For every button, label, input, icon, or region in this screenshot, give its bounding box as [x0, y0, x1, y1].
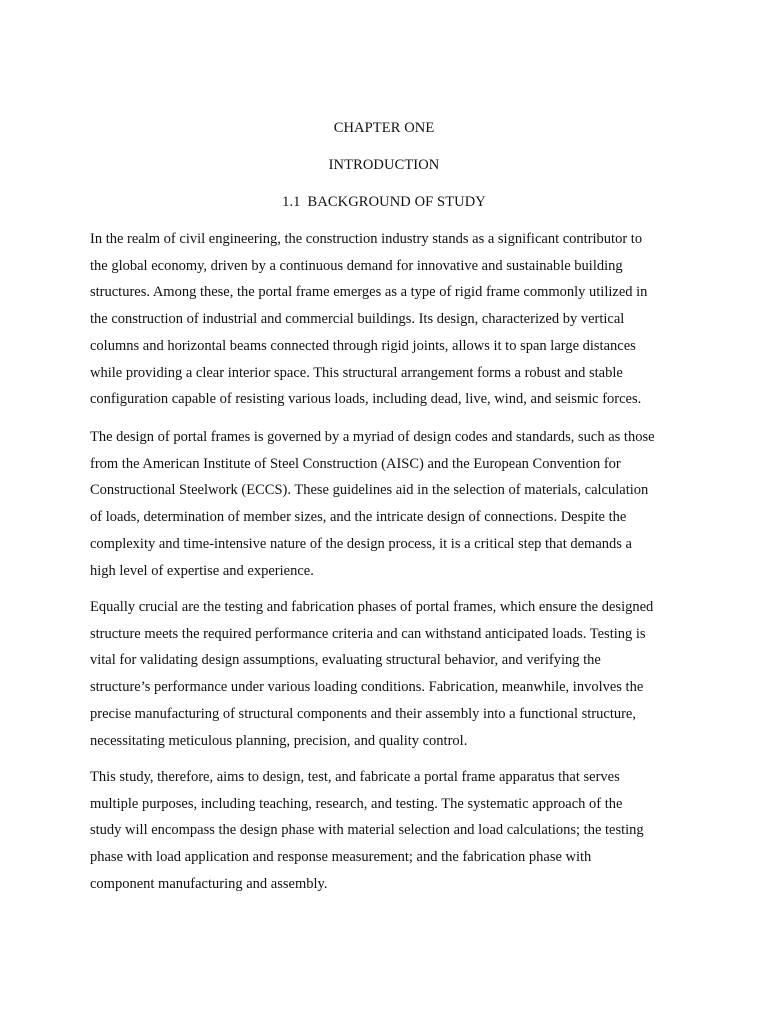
- paragraph-line: high level of expertise and experience.: [90, 562, 314, 579]
- paragraph-line: precise manufacturing of structural components and their assembly into a functional structure,: [90, 705, 636, 722]
- paragraph-4: [90, 764, 690, 898]
- paragraph-line: Equally crucial are the testing and fabrication phases of portal frames, which ensure the designed: [90, 599, 654, 615]
- paragraph-line: In the realm of civil engineering, the construction industry stands as a significant contributor to: [90, 231, 643, 247]
- paragraph-line: The design of portal frames is governed by a myriad of design codes and standards, such as those: [90, 429, 655, 445]
- paragraph-line: component manufacturing and assembly.: [90, 875, 328, 892]
- paragraph-1: [90, 226, 690, 413]
- paragraph-line: phase with load application and response measurement; and the fabrication phase with: [90, 849, 592, 866]
- paragraph-line: necessitating meticulous planning, precision, and quality control.: [90, 732, 468, 749]
- section-heading: [0, 193, 768, 211]
- paragraph-line: structure meets the required performance criteria and can withstand anticipated loads. Testing is: [90, 625, 646, 642]
- section-title: BACKGROUND OF STUDY: [307, 194, 486, 210]
- paragraph-line: from the American Institute of Steel Construction (AISC) and the European Convention for: [90, 455, 621, 472]
- paragraph-line: columns and horizontal beams connected through rigid joints, allows it to span large distances: [90, 337, 636, 354]
- paragraph-line: complexity and time-intensive nature of the design process, it is a critical step that demands a: [90, 535, 632, 552]
- paragraph-2: [90, 424, 690, 584]
- paragraph-line: structure’s performance under various loading conditions. Fabrication, meanwhile, involves the: [90, 679, 644, 696]
- paragraph-line: of loads, determination of member sizes, and the intricate design of connections. Despite the: [90, 509, 627, 526]
- paragraph-line: configuration capable of resisting various loads, including dead, live, wind, and seismic forces.: [90, 391, 642, 408]
- paragraph-line: the global economy, driven by a continuous demand for innovative and sustainable building: [90, 257, 623, 274]
- paragraph-line: This study, therefore, aims to design, test, and fabricate a portal frame apparatus that serves: [90, 769, 620, 785]
- section-number: 1.1: [282, 194, 301, 210]
- paragraph-line: structures. Among these, the portal frame emerges as a type of rigid frame commonly utilized in: [90, 284, 648, 301]
- paragraph-line: Constructional Steelwork (ECCS). These guidelines aid in the selection of materials, calculation: [90, 482, 649, 499]
- paragraph-line: multiple purposes, including teaching, research, and testing. The systematic approach of the: [90, 795, 623, 812]
- paragraph-line: study will encompass the design phase with material selection and load calculations; the testing: [90, 822, 644, 839]
- paragraph-3: [90, 594, 690, 754]
- chapter-title: CHAPTER ONE: [333, 120, 435, 136]
- paragraph-line: the construction of industrial and commercial buildings. Its design, characterized by vertical: [90, 311, 625, 328]
- paragraph-line: while providing a clear interior space. This structural arrangement forms a robust and stable: [90, 364, 623, 381]
- chapter-subtitle: INTRODUCTION: [328, 157, 440, 173]
- paragraph-line: vital for validating design assumptions, evaluating structural behavior, and verifying the: [90, 652, 601, 669]
